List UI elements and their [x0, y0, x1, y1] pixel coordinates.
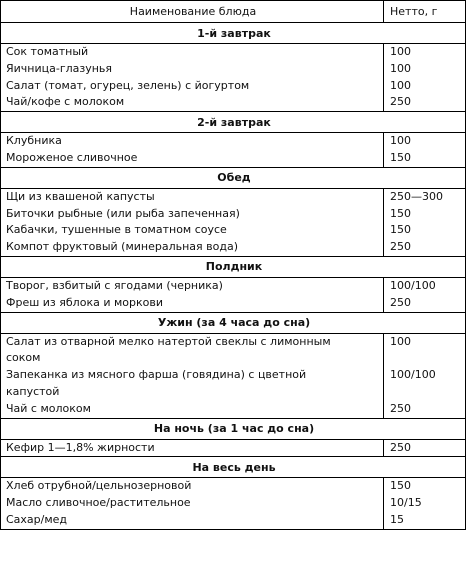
dish-net [390, 384, 462, 401]
dish-name: Запеканка из мясного фарша (говядина) с цветной [6, 368, 307, 382]
section-title: На ночь (за 1 час до сна) [1, 418, 466, 439]
dish-net: 250 [390, 440, 411, 454]
dish-names-cell [1, 133, 384, 168]
section-title: Обед [1, 167, 466, 188]
dish-name: Фреш из яблока и моркови [6, 295, 163, 309]
dish-names-cell [1, 333, 384, 418]
section-items-row [1, 188, 466, 256]
section-items-row [1, 478, 466, 529]
dish-name: Яичница-глазунья [6, 61, 113, 75]
dish-net: 10/15 [390, 496, 422, 510]
dish-names-cell [1, 439, 384, 457]
dish-net: 250 [390, 240, 411, 254]
dish-net: 150 [390, 223, 411, 237]
section-title: На весь день [1, 457, 466, 478]
header-row [1, 1, 466, 23]
dish-net: 150 [390, 206, 411, 220]
dish-name: Клубника [6, 134, 62, 148]
section-title: 2-й завтрак [1, 112, 466, 133]
net-values-cell [384, 133, 466, 168]
dish-name: Биточки рыбные (или рыба запеченная) [6, 206, 240, 220]
section-header [1, 167, 466, 188]
dish-net: 250—300 [390, 189, 443, 203]
dish-net: 100 [390, 78, 411, 92]
dish-name: Кефир 1—1,8% жирности [6, 440, 155, 454]
dish-net: 250 [390, 401, 411, 415]
section-items-row [1, 277, 466, 312]
dish-net: 150 [390, 479, 411, 493]
dish-name: Кабачки, тушенные в томатном соусе [6, 223, 227, 237]
dish-net [390, 350, 462, 367]
net-values-cell [384, 44, 466, 112]
section-title: Полдник [1, 256, 466, 277]
section-header [1, 23, 466, 44]
dish-name: Творог, взбитый с ягодами (черника) [6, 278, 223, 292]
net-values-cell [384, 478, 466, 529]
net-values-cell [384, 277, 466, 312]
menu-body [1, 23, 466, 530]
section-header [1, 418, 466, 439]
section-items-row [1, 133, 466, 168]
section-header [1, 457, 466, 478]
section-header [1, 312, 466, 333]
section-header [1, 256, 466, 277]
dish-name: Салат (томат, огурец, зелень) с йогуртом [6, 78, 250, 92]
dish-net: 100 [390, 334, 411, 348]
net-values-cell [384, 333, 466, 418]
dish-name: Масло сливочное/растительное [6, 496, 191, 510]
dish-name: Щи из квашеной капусты [6, 189, 155, 203]
section-header [1, 112, 466, 133]
dish-name: соком [6, 351, 41, 365]
dish-name: капустой [6, 384, 60, 398]
dish-name: Салат из отварной мелко натертой свеклы с лимонным [6, 334, 331, 348]
dish-net: 100/100 [390, 278, 436, 292]
dish-net: 250 [390, 95, 411, 109]
dish-net: 100 [390, 134, 411, 148]
header-name: Наименование блюда [1, 1, 384, 23]
dish-name: Хлеб отрубной/цельнозерновой [6, 479, 192, 493]
dish-name: Мороженое сливочное [6, 150, 138, 164]
dish-names-cell [1, 277, 384, 312]
net-values-cell [384, 188, 466, 256]
dish-name: Чай с молоком [6, 401, 91, 415]
section-items-row [1, 439, 466, 457]
section-items-row [1, 44, 466, 112]
dish-names-cell [1, 44, 384, 112]
net-values-cell [384, 439, 466, 457]
dish-net: 100 [390, 61, 411, 75]
dish-net: 100 [390, 45, 411, 58]
dish-net: 250 [390, 295, 411, 309]
section-items-row [1, 333, 466, 418]
dish-name: Сахар/мед [6, 512, 68, 526]
header-net: Нетто, г [384, 1, 466, 23]
dish-names-cell [1, 478, 384, 529]
dish-net: 150 [390, 150, 411, 164]
section-title: 1-й завтрак [1, 23, 466, 44]
dish-names-cell [1, 188, 384, 256]
dish-name: Чай/кофе с молоком [6, 95, 125, 109]
dish-name: Сок томатный [6, 45, 89, 58]
dish-name: Компот фруктовый (минеральная вода) [6, 240, 238, 254]
dish-net: 100/100 [390, 368, 436, 382]
section-title: Ужин (за 4 часа до сна) [1, 312, 466, 333]
dish-net: 15 [390, 512, 404, 526]
